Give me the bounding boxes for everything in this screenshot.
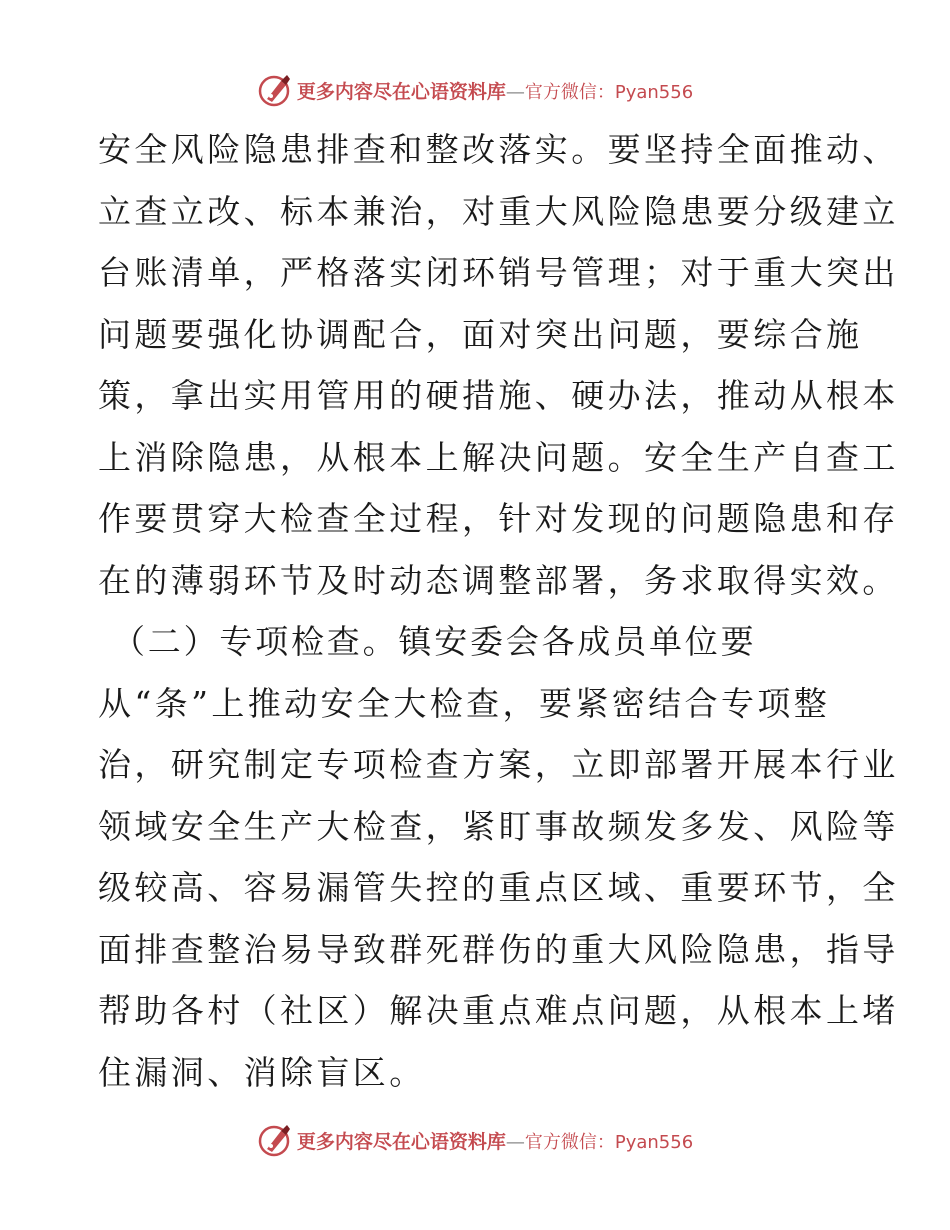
body-line: 治，研究制定专项检查方案，立即部署开展本行业: [98, 745, 899, 784]
banner-wechat: 官方微信：Pyan556: [524, 81, 694, 103]
body-line: 帮助各村（社区）解决重点难点问题，从根本上堵: [98, 991, 899, 1030]
body-line: 住漏洞、消除盲区。: [98, 1052, 426, 1092]
banner-separator: —: [505, 1130, 525, 1153]
banner-title: 更多内容尽在心语资料库: [296, 1130, 506, 1153]
footer-banner: [0, 1120, 950, 1160]
body-line: 作要贯穿大检查全过程，针对发现的问题隐患和存: [98, 499, 899, 538]
document-body: [98, 119, 899, 1103]
body-line: 立查立改、标本兼治，对重大风险隐患要分级建立: [98, 191, 899, 231]
body-line: 上消除隐患，从根本上解决问题。安全生产自查工: [98, 437, 899, 477]
section-heading-line: （二）专项检查。镇安委会各成员单位要: [112, 622, 757, 661]
pen-nib-logo-icon: [257, 72, 293, 108]
banner-title: 更多内容尽在心语资料库: [296, 80, 506, 103]
banner-wechat: 官方微信：Pyan556: [524, 1131, 694, 1153]
banner-separator: —: [505, 80, 525, 103]
body-line: 安全风险隐患排查和整改落实。要坚持全面推动、: [98, 130, 899, 169]
body-line: 台账清单，严格落实闭环销号管理；对于重大突出: [98, 253, 899, 292]
pen-nib-logo-icon: [257, 1122, 293, 1158]
body-line: 领域安全生产大检查，紧盯事故频发多发、风险等: [98, 806, 899, 846]
body-line: 策，拿出实用管用的硬措施、硬办法，推动从根本: [98, 376, 899, 415]
header-banner: [0, 70, 950, 110]
body-line: 在的薄弱环节及时动态调整部署，务求取得实效。: [98, 560, 899, 600]
body-line: 级较高、容易漏管失控的重点区域、重要环节，全: [98, 868, 899, 907]
body-line: 从“条”上推动安全大检查，要紧密结合专项整: [98, 683, 831, 723]
body-line: 面排查整治易导致群死群伤的重大风险隐患，指导: [98, 929, 899, 969]
body-line: 问题要强化协调配合，面对突出问题，要综合施: [98, 314, 863, 354]
